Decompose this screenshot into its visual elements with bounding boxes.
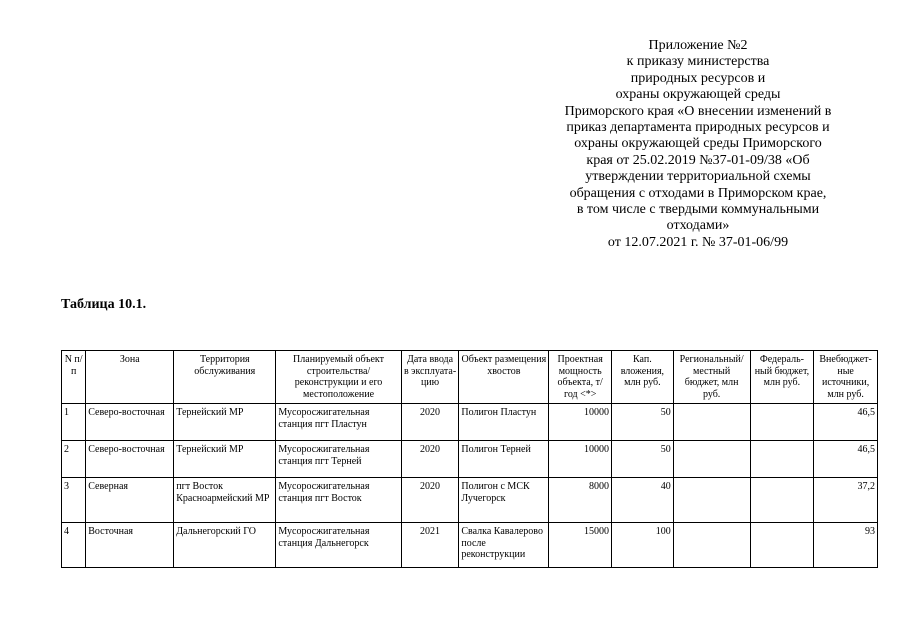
cell-capex: 40 bbox=[612, 478, 674, 523]
appendix-header bbox=[548, 38, 848, 251]
column-header-territory: Территория обслуживания bbox=[174, 351, 276, 404]
cell-planned-object: Мусоросжигательная станция пгт Терней bbox=[276, 441, 401, 478]
header-line: обращения с отходами в Приморском крае, bbox=[569, 185, 827, 201]
column-header-commission-date: Дата ввода в эксплуата-цию bbox=[401, 351, 459, 404]
cell-capacity: 10000 bbox=[549, 404, 612, 441]
cell-territory: Тернейский МР bbox=[174, 404, 276, 441]
cell-regional-budget bbox=[673, 404, 750, 441]
column-header-extrabudgetary: Внебюджет-ные источники, млн руб. bbox=[814, 351, 878, 404]
data-table bbox=[61, 350, 878, 568]
cell-capacity: 15000 bbox=[549, 523, 612, 568]
cell-tailings-site: Полигон с МСК Лучегорск bbox=[459, 478, 549, 523]
header-line: в том числе с твердыми коммунальными bbox=[576, 202, 820, 218]
cell-territory: пгт Восток Красноармейский МР bbox=[174, 478, 276, 523]
cell-planned-object: Мусоросжигательная станция пгт Пластун bbox=[276, 404, 401, 441]
cell-capex: 100 bbox=[612, 523, 674, 568]
header-line: к приказу министерства bbox=[626, 54, 770, 70]
table-row bbox=[62, 478, 878, 523]
cell-number: 4 bbox=[62, 523, 86, 568]
cell-zone: Северо-восточная bbox=[86, 404, 174, 441]
cell-tailings-site: Полигон Пластун bbox=[459, 404, 549, 441]
cell-zone: Северная bbox=[86, 478, 174, 523]
cell-capacity: 10000 bbox=[549, 441, 612, 478]
cell-zone: Северо-восточная bbox=[86, 441, 174, 478]
cell-commission-date: 2020 bbox=[401, 404, 459, 441]
cell-commission-date: 2021 bbox=[401, 523, 459, 568]
header-line: охраны окружающей среды bbox=[615, 87, 781, 103]
cell-federal-budget bbox=[750, 478, 814, 523]
cell-capex: 50 bbox=[612, 441, 674, 478]
cell-planned-object: Мусоросжигательная станция Дальнегорск bbox=[276, 523, 401, 568]
header-line: от 12.07.2021 г. № 37-01-06/99 bbox=[607, 234, 789, 250]
cell-planned-object: Мусоросжигательная станция пгт Восток bbox=[276, 478, 401, 523]
header-line: утверждении территориальной схемы bbox=[585, 169, 811, 185]
cell-federal-budget bbox=[750, 441, 814, 478]
cell-territory: Дальнегорский ГО bbox=[174, 523, 276, 568]
table-row bbox=[62, 523, 878, 568]
column-header-federal-budget: Федераль-ный бюджет, млн руб. bbox=[750, 351, 814, 404]
table-title: Таблица 10.1. bbox=[61, 297, 147, 312]
header-line: края от 25.02.2019 №37-01-09/38 «Об bbox=[586, 152, 810, 168]
cell-federal-budget bbox=[750, 404, 814, 441]
header-line: Приморского края «О внесении изменений в bbox=[564, 103, 832, 119]
cell-tailings-site: Свалка Кавалерово после реконструкции bbox=[459, 523, 549, 568]
column-header-tailings-site: Объект размещения хвостов bbox=[459, 351, 549, 404]
table-row bbox=[62, 441, 878, 478]
header-line: Приложение №2 bbox=[648, 38, 748, 53]
header-line: отходами» bbox=[666, 218, 730, 234]
cell-extrabudgetary: 46,5 bbox=[814, 441, 878, 478]
cell-regional-budget bbox=[673, 441, 750, 478]
column-header-capacity: Проектная мощность объекта, т/год <*> bbox=[549, 351, 612, 404]
cell-commission-date: 2020 bbox=[401, 478, 459, 523]
cell-number: 2 bbox=[62, 441, 86, 478]
cell-number: 3 bbox=[62, 478, 86, 523]
column-header-capex: Кап. вложения, млн руб. bbox=[612, 351, 674, 404]
cell-extrabudgetary: 37,2 bbox=[814, 478, 878, 523]
header-line: приказ департамента природных ресурсов и bbox=[566, 120, 830, 136]
header-line: природных ресурсов и bbox=[630, 70, 766, 86]
cell-number: 1 bbox=[62, 404, 86, 441]
header-line: охраны окружающей среды Приморского bbox=[574, 136, 822, 152]
cell-capacity: 8000 bbox=[549, 478, 612, 523]
cell-regional-budget bbox=[673, 478, 750, 523]
cell-commission-date: 2020 bbox=[401, 441, 459, 478]
table-row bbox=[62, 404, 878, 441]
cell-tailings-site: Полигон Терней bbox=[459, 441, 549, 478]
cell-capex: 50 bbox=[612, 404, 674, 441]
column-header-zone: Зона bbox=[86, 351, 174, 404]
table-header-row bbox=[62, 351, 878, 404]
column-header-number: N п/п bbox=[62, 351, 86, 404]
column-header-regional-budget: Региональный/ местный бюджет, млн руб. bbox=[673, 351, 750, 404]
column-header-planned-object: Планируемый объект строительства/реконструкции и его местоположение bbox=[276, 351, 401, 404]
cell-federal-budget bbox=[750, 523, 814, 568]
cell-zone: Восточная bbox=[86, 523, 174, 568]
cell-territory: Тернейский МР bbox=[174, 441, 276, 478]
cell-extrabudgetary: 46,5 bbox=[814, 404, 878, 441]
cell-extrabudgetary: 93 bbox=[814, 523, 878, 568]
cell-regional-budget bbox=[673, 523, 750, 568]
